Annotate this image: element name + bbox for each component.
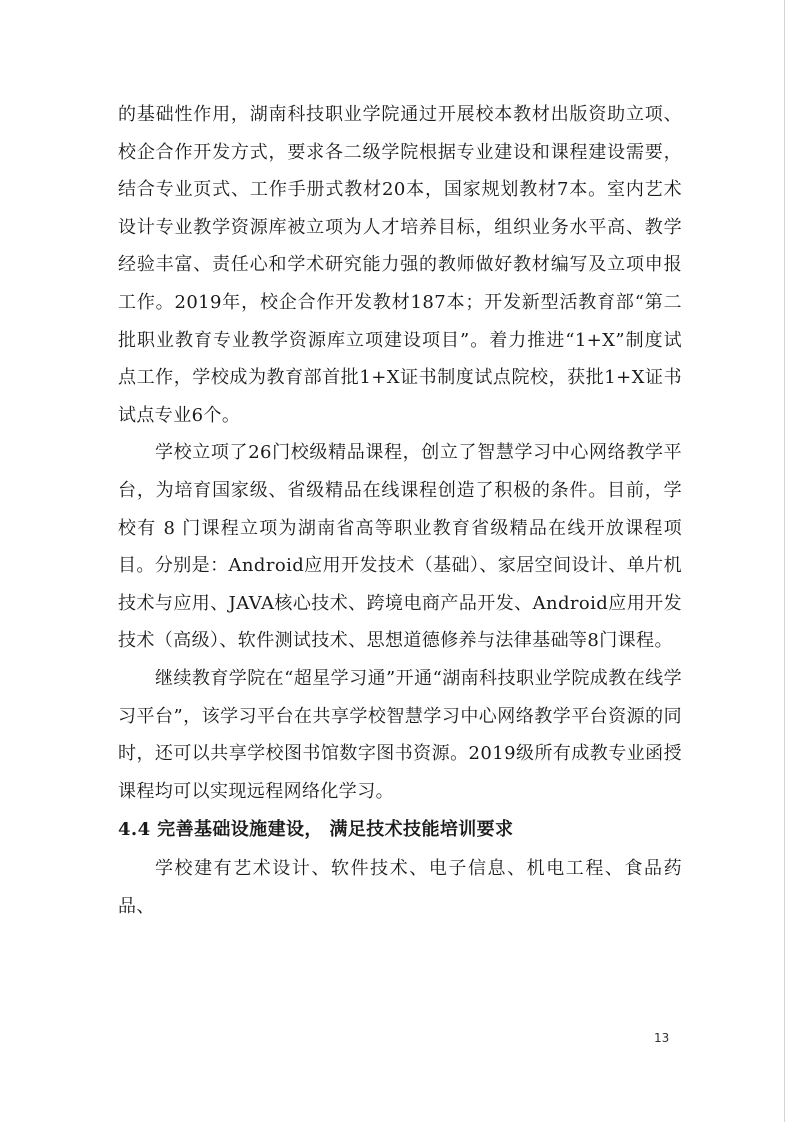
paragraph-infrastructure: 学校建有艺术设计、软件技术、电子信息、机电工程、食品药品、 <box>118 858 682 917</box>
page-number: 13 <box>654 1031 670 1045</box>
paragraph-textbook-development: 的基础性作用，湖南科技职业学院通过开展校本教材出版资助立项、校企合作开发方式，要求各二级学院根据专业建设和课程建设需要，结合专业页式、工作手册式教材20本，国家规划教材7本。室内艺术设计专业教学资源库被立项为人才培养目标，组织业务水平高、教学经验丰富、责任心和学术研究能力强的教师做好教材编写及立项申报工作。2019年，校企合作开发教材187本；开发新型活教育部“第二批职业教育专业教学资源库立项建设项目”。着力推进“1+X”制度试点工作，学校成为教育部首批1+X证书制度试点院校，获批1+X证书试点专业6个。 <box>118 104 682 426</box>
section-heading: 4.4 完善基础设施建设， 满足技术技能培训要求 <box>118 819 514 841</box>
paragraph-continuing-education: 继续教育学院在“超星学习通”开通“湖南科技职业学院成教在线学习平台”，该学习平台在共享学校智慧学习中心网络教学平台资源的同时，还可以共享学校图书馆数字图书资源。2019级所有成教专业函授课程均可以实现远程网络化学习。 <box>118 667 682 802</box>
paragraph-quality-courses: 学校立项了26门校级精品课程，创立了智慧学习中心网络教学平台，为培育国家级、省级精品在线课程创造了积极的条件。目前，学校有 8 门课程立项为湖南省高等职业教育省级精品在线开放课程项目。分别是：Android应用开发技术（基础）、家居空间设计、单片机技术与应用、JAVA核心技术、跨境电商产品开发、Android应用开发技术（高级）、软件测试技术、思想道德修养与法律基础等8门课程。 <box>118 442 682 652</box>
page-edge-line <box>784 0 785 1122</box>
document-body <box>118 96 682 925</box>
